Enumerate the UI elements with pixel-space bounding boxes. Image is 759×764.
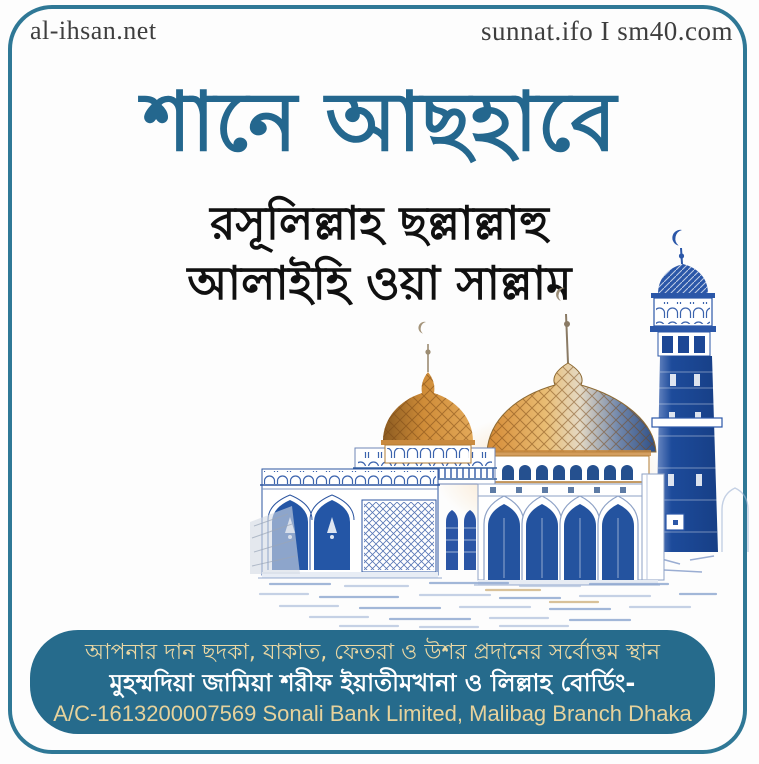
ground-sketch bbox=[260, 583, 716, 627]
background-arch-sketch bbox=[722, 488, 748, 552]
banner-line-2: মুহম্মদিয়া জামিয়া শরীফ ইয়াতীমখানা ও লিল্লাহ বোর্ডিং- bbox=[109, 669, 636, 697]
subtitle-line-1: রসূলিল্লাহ ছল্লাল্লাহু bbox=[210, 196, 549, 250]
banner-line-3: A/C-1613200007569 Sonali Bank Limited, Malibag Branch Dhaka bbox=[53, 701, 692, 726]
left-dome bbox=[381, 320, 475, 463]
prayer-hall bbox=[474, 474, 664, 585]
middle-windows bbox=[446, 510, 476, 570]
poster-title: শানে আছহাবে bbox=[142, 75, 617, 170]
crescent-icon bbox=[671, 228, 682, 245]
site-label-right: sunnat.ifo I sm40.com bbox=[481, 16, 733, 46]
banner-line-1: আপনার দান ছদকা, যাকাত, ফেতরা ও উশর প্রদানের সর্বোত্তম স্থান bbox=[84, 640, 661, 665]
mosque-illustration bbox=[250, 222, 750, 629]
crescent-icon bbox=[554, 286, 565, 301]
site-label-left: al-ihsan.net bbox=[30, 16, 157, 45]
donation-banner bbox=[30, 630, 715, 734]
main-dome bbox=[487, 286, 656, 452]
subtitle-line-2: আলাইহি ওয়া সাল্লাম bbox=[187, 256, 572, 310]
hill-sketch bbox=[250, 506, 300, 574]
crescent-icon bbox=[417, 320, 426, 333]
dome-arcade bbox=[493, 450, 651, 482]
